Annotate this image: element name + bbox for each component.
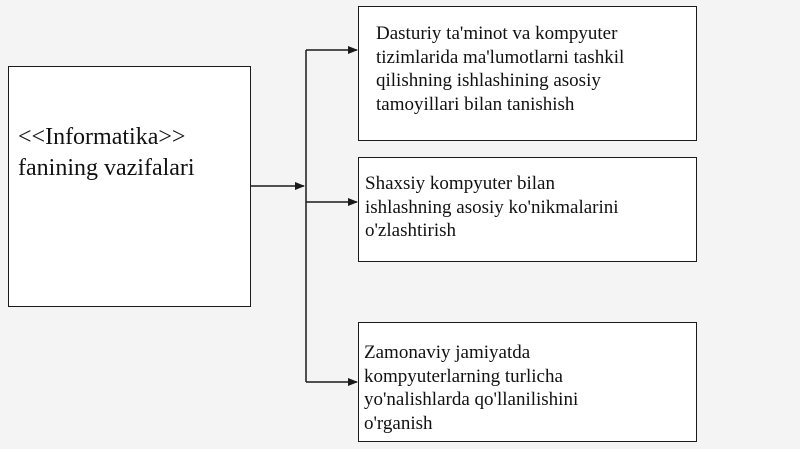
task-node-line: yo'nalishlarda qo'llanilishini <box>364 389 579 411</box>
task-node-line: o'zlashtirish <box>365 220 457 242</box>
task-node-line: Dasturiy ta'minot va kompyuter <box>376 23 618 44</box>
task-node-line: ishlashning asosiy ko'nikmalarini <box>365 196 619 218</box>
task-node-line: Shaxsiy kompyuter bilan <box>365 173 555 194</box>
task-node-line: o'rganish <box>364 412 433 434</box>
root-node-text <box>18 122 195 184</box>
task-node-2 <box>358 157 697 262</box>
root-node-line: <<Informatika>> <box>18 124 186 150</box>
task-node-3-text <box>364 341 578 435</box>
root-node-box <box>8 66 251 307</box>
task-node-line: qilishning ishlashining asosiy <box>376 70 601 92</box>
task-node-3 <box>358 322 697 442</box>
root-node-line: fanining vazifalari <box>18 155 195 182</box>
task-node-line: tizimlarida ma'lumotlarni tashkil <box>376 46 625 68</box>
task-node-1 <box>358 6 697 141</box>
task-node-line: Zamonaviy jamiyatda <box>364 342 531 363</box>
task-node-2-text <box>365 172 619 243</box>
task-node-line: tamoyillari bilan tanishish <box>376 93 575 115</box>
task-node-line: kompyuterlarning turlicha <box>364 365 563 387</box>
task-node-1-text <box>376 22 624 116</box>
